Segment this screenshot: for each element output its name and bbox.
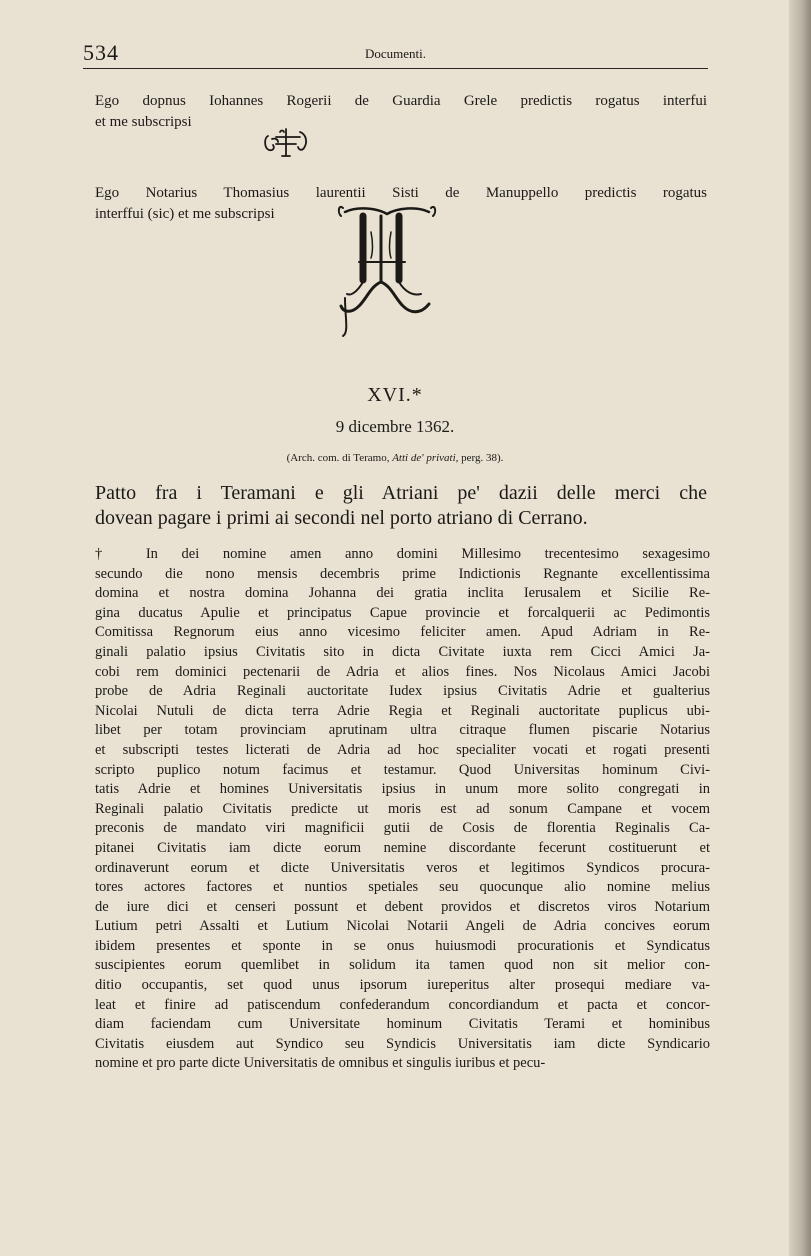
document-body <box>95 545 710 1074</box>
page-number: 534 <box>83 40 119 65</box>
notary-monogram-mark <box>337 202 437 340</box>
text-line: Ego dopnus Iohannes Rogerii de Guardia Grele predictis rogatus interfui <box>95 93 707 109</box>
page-header <box>83 40 708 70</box>
document-source <box>0 452 790 464</box>
body-line: leat et finire ad patiscendum confederandum concordiandum et pacta et concor- <box>95 996 710 1013</box>
body-line: pitanei Civitatis iam dicte eorum nemine discordante fecerunt costituerunt et <box>95 839 710 856</box>
body-line: ibidem presentes et sponte in se onus huiusmodi procurationis et Syndicatus <box>95 937 710 954</box>
source-prefix: (Arch. com. di Teramo, <box>286 452 390 464</box>
body-line: probe de Adria Reginali auctoritate Iudex ipsius Civitatis Adrie et gualterius <box>95 683 710 700</box>
text-line: Ego Notarius Thomasius laurentii Sisti de Manuppello predictis rogatus <box>95 185 707 201</box>
document-title <box>95 481 707 531</box>
title-line: dovean pagare i primi ai secondi nel porto atriano di Cerrano. <box>95 507 588 529</box>
text-line: et me subscripsi <box>95 114 192 130</box>
signature-paragraph-1 <box>95 91 707 133</box>
source-title: Atti de' privati, <box>392 452 459 464</box>
body-line: Civitatis eiusdem aut Syndico seu Syndicis Universitatis iam dicte Syndicario <box>95 1035 710 1052</box>
body-line: Lutium petri Assalti et Lutium Nicolai Notarii Angeli de Adria concives eorum <box>95 918 710 935</box>
signum-cross-mark <box>262 126 312 162</box>
title-line: Patto fra i Teramani e gli Atriani pe' dazii delle merci che <box>95 482 707 504</box>
body-line: suscipientes eorum quemlibet in solidum ita tamen quod non sit melior con- <box>95 957 710 974</box>
body-line: ditio occupantis, set quod unus ipsorum iureperitus alter prosequi mediare va- <box>95 977 710 994</box>
text-line: interffui (sic) et me subscripsi <box>95 206 275 222</box>
body-line: Reginali palatio Civitatis predicte ut moris est ad sonum Campane et vocem <box>95 800 710 817</box>
body-line: cobi rem dominici pectenarii de Adria et alios fines. Nos Nicolaus Amici Jacobi <box>95 663 710 680</box>
document-date: 9 dicembre 1362. <box>335 417 455 436</box>
document-number: XVI.* <box>367 384 423 406</box>
body-line: diam faciendam cum Universitate hominum Civitatis Terami et hominibus <box>95 1016 710 1033</box>
body-line: et subscripti testes licterati de Adria ad hoc specialiter vocati et rogati presenti <box>95 741 710 758</box>
body-line: ordinaverunt eorum et dicte Universitatis veros et legitimos Syndicos procura- <box>95 859 710 876</box>
body-line: secundo die nono mensis decembris prime Indictionis Regnante excellentissima <box>95 565 710 582</box>
body-line: libet per totam provinciam aprutinam ultra citraque flumen piscarie Notarius <box>95 722 710 739</box>
body-line: nomine et pro parte dicte Universitatis de omnibus et singulis iuribus et pecu- <box>95 1055 546 1072</box>
body-line: ginali palatio ipsius Civitatis sito in dicta Civitate iuxta rem Cicci Amici Ja- <box>95 643 710 660</box>
body-line: preconis de mandato viri magnificii gutii de Cosis de florentia Reginalis Ca- <box>95 820 710 837</box>
running-head: Documenti. <box>364 46 426 61</box>
body-line: gina ducatus Apulie et principatus Capue provincie et forcalquerii ac Pedimontis <box>95 604 710 621</box>
body-line: domina et nostra domina Johanna dei gratia inclita Ierusalem et Sicilie Re- <box>95 585 710 602</box>
body-line: tores actores factores et nuntios spetiales seu quocunque alio nomine melius <box>95 879 710 896</box>
body-line: scripto puplico notum facimus et testamur. Quod Universitas hominum Civi- <box>95 761 710 778</box>
body-line: Nicolai Nutuli de dicta terra Adrie Regia et Reginali auctoritate puplicus ubi- <box>95 702 710 719</box>
source-suffix: perg. 38). <box>461 452 504 464</box>
header-rule <box>83 68 708 69</box>
page-edge <box>789 0 811 1256</box>
body-line: de iure dici et censeri possunt et debent providos et discretos viros Notarium <box>95 898 710 915</box>
body-line: Comitissa Regnorum eius anno vicesimo feliciter amen. Apud Adriam in Re- <box>95 624 710 641</box>
body-line: † In dei nomine amen anno domini Millesimo trecentesimo sexagesimo <box>95 546 710 562</box>
body-line: tatis Adrie et homines Universitatis ipsius in unum more solito congregati in <box>95 781 710 798</box>
